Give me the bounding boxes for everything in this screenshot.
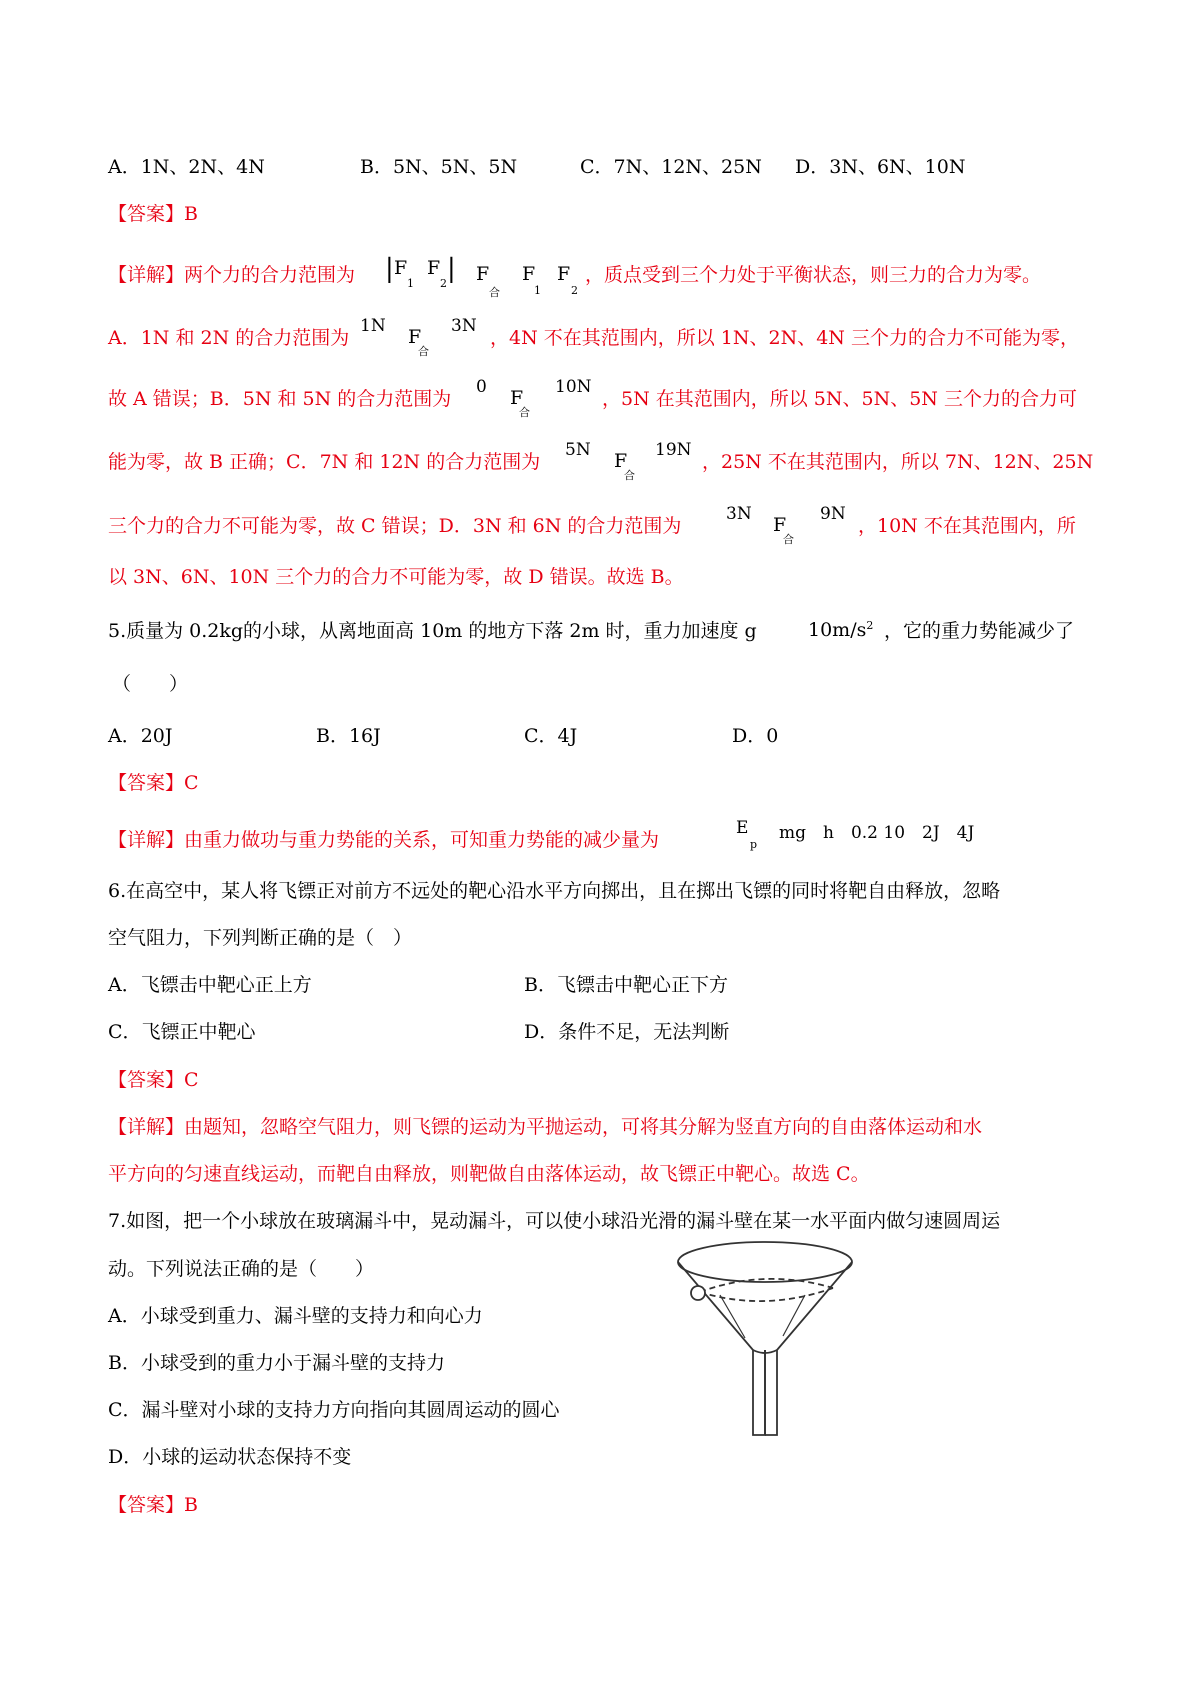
q4-detail-line1-end: ，质点受到三个力处于平衡状态，则三力的合力为零。 bbox=[585, 264, 1042, 286]
q5-detail: 【详解】由重力做功与重力势能的关系，可知重力势能的减少量为 bbox=[108, 829, 660, 851]
q4-detail-line2-a: A．1N 和 2N 的合力范围为 bbox=[108, 327, 350, 349]
q7-stem-line1: 7.如图，把一个小球放在玻璃漏斗中，晃动漏斗，可以使小球沿光滑的漏斗壁在某一水平面内做匀速圆周运 bbox=[108, 1210, 1001, 1232]
q6-detail-line1: 【详解】由题知，忽略空气阻力，则飞镖的运动为平抛运动，可将其分解为竖直方向的自由落体运动和水 bbox=[108, 1116, 983, 1138]
q4-detail-line1: 【详解】两个力的合力范围为 bbox=[108, 264, 356, 286]
q6-option-c: C．飞镖正中靶心 bbox=[108, 1021, 256, 1043]
q4-detail-line5-b: ，10N 不在其范围内，所 bbox=[858, 515, 1076, 537]
q4-detail-line3-b: ，5N 在其范围内，所以 5N、5N、5N 三个力的合力可 bbox=[602, 388, 1077, 410]
q4-option-d: D．3N、6N、10N bbox=[795, 156, 966, 178]
q6-detail-line2: 平方向的匀速直线运动，而靶自由释放，则靶做自由落体运动，故飞镖正中靶心。故选 C。 bbox=[108, 1163, 870, 1185]
q5-option-b: B．16J bbox=[316, 725, 381, 747]
q4-detail-line3-a: 故 A 错误；B．5N 和 5N 的合力范围为 bbox=[108, 388, 452, 410]
q5-option-c: C．4J bbox=[524, 725, 578, 747]
q5-stem: 5.质量为 0.2kg的小球，从离地面高 10m 的地方下落 2m 时，重力加速度 g bbox=[108, 620, 757, 642]
q4-detail-line4-a: 能为零，故 B 正确；C．7N 和 12N 的合力范围为 bbox=[108, 451, 541, 473]
q7-option-b: B．小球受到的重力小于漏斗壁的支持力 bbox=[108, 1352, 445, 1374]
q7-option-c: C．漏斗壁对小球的支持力方向指向其圆周运动的圆心 bbox=[108, 1399, 560, 1421]
q6-option-a: A．飞镖击中靶心正上方 bbox=[108, 974, 312, 996]
q5-answer: 【答案】C bbox=[108, 772, 199, 794]
q5-stem-end: ，它的重力势能减少了 bbox=[884, 620, 1075, 642]
q6-stem-line1: 6.在高空中，某人将飞镖正对前方不远处的靶心沿水平方向掷出，且在掷出飞镖的同时将靶自由释放，忽略 bbox=[108, 880, 1001, 902]
q6-stem-line2: 空气阻力，下列判断正确的是（ ） bbox=[108, 927, 413, 949]
q4-option-c: C．7N、12N、25N bbox=[580, 156, 762, 178]
q4-detail-line5-a: 三个力的合力不可能为零，故 C 错误；D．3N 和 6N 的合力范围为 bbox=[108, 515, 682, 537]
q7-stem-line2: 动。下列说法正确的是（ ） bbox=[108, 1258, 375, 1280]
q5-option-d: D．0 bbox=[732, 725, 779, 747]
q7-answer: 【答案】B bbox=[108, 1494, 198, 1516]
q4-detail-line4-b: ，25N 不在其范围内，所以 7N、12N、25N bbox=[702, 451, 1094, 473]
q4-answer: 【答案】B bbox=[108, 203, 198, 225]
q6-option-b: B．飞镖击中靶心正下方 bbox=[524, 974, 728, 996]
q5-paren: （ ） bbox=[112, 673, 189, 695]
q4-detail-line6: 以 3N、6N、10N 三个力的合力不可能为零，故 D 错误。故选 B。 bbox=[108, 566, 684, 588]
q7-option-d: D．小球的运动状态保持不变 bbox=[108, 1446, 352, 1468]
ball-icon bbox=[691, 1286, 705, 1300]
q6-answer: 【答案】C bbox=[108, 1069, 199, 1091]
q4-detail-line2-b: ，4N 不在其范围内，所以 1N、2N、4N 三个力的合力不可能为零， bbox=[490, 327, 1079, 349]
q6-option-d: D．条件不足，无法判断 bbox=[524, 1021, 730, 1043]
q4-option-a: A．1N、2N、4N bbox=[108, 156, 265, 178]
q5-option-a: A．20J bbox=[108, 725, 173, 747]
funnel-figure bbox=[675, 1240, 855, 1440]
q5-gravity-value: $10m/s^2$ bbox=[808, 619, 874, 641]
q4-option-b: B．5N、5N、5N bbox=[360, 156, 518, 178]
q7-option-a: A．小球受到重力、漏斗壁的支持力和向心力 bbox=[108, 1305, 483, 1327]
